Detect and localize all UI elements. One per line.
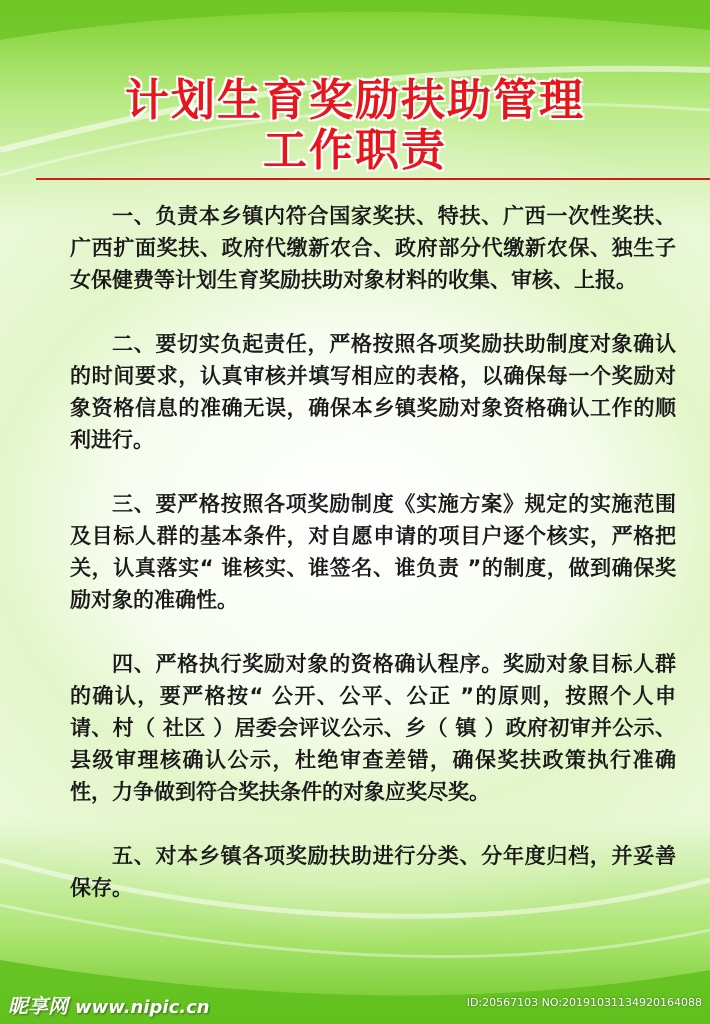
- duty-paragraph-4: 四、严格执行奖励对象的资格确认程序。奖励对象目标人群的确认，要严格按“ 公开、公平、公正 ”的原则，按照个人申请、村（ 社区 ）居委会评议公示、乡（ 镇 ）政府初审并公示、县级审理核确认公示，杜绝审查差错，确保奖扶政策执行准确性，力争做到符合奖扶条件的对象应奖尽奖。: [70, 652, 676, 804]
- watermark-logo: [8, 990, 210, 1019]
- watermark-url: www.nipic.cn: [74, 997, 210, 1018]
- watermark-logo-text: 昵享网: [8, 994, 68, 1018]
- duty-paragraph-1: 一、负责本乡镇内符合国家奖扶、特扶、广西一次性奖扶、广西扩面奖扶、政府代缴新农合、政府部分代缴新农保、独生子女保健费等计划生育奖励扶助对象材料的收集、审核、上报。: [70, 204, 676, 292]
- duty-paragraph-2: 二、要切实负起责任，严格按照各项奖励扶助制度对象确认的时间要求，认真审核并填写相应的表格，以确保每一个奖励对象资格信息的准确无误，确保本乡镇奖励对象资格确认工作的顺利进行。: [70, 332, 676, 452]
- watermark-id: ID:20567103 NO:20191031134920164088: [466, 996, 702, 1009]
- page-title-line-2: 工作职责: [263, 125, 447, 176]
- title-divider: [36, 178, 710, 180]
- duty-paragraph-5: 五、对本乡镇各项奖励扶助进行分类、分年度归档，并妥善保存。: [70, 844, 676, 900]
- duty-paragraph-3: 三、要严格按照各项奖励制度《实施方案》规定的实施范围及目标人群的基本条件，对自愿申请的项目户逐个核实，严格把关，认真落实“ 谁核实、谁签名、谁负责 ”的制度，做到确保奖励对象的准确性。: [70, 492, 676, 612]
- duties-body: [70, 200, 676, 936]
- page-title-line-1: 计划生育奖励扶助管理: [125, 75, 585, 126]
